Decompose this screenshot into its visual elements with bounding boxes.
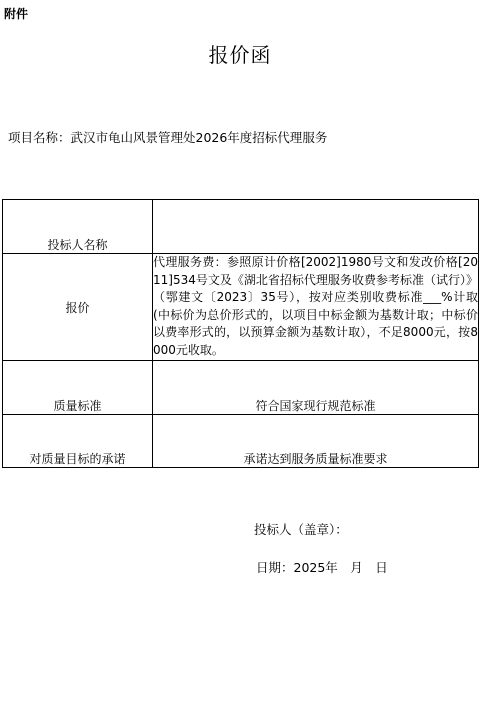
bidder-name-label: 投标人名称 (3, 200, 153, 254)
table-row (3, 254, 479, 361)
bidder-name-value (153, 200, 479, 254)
table-row (3, 415, 479, 468)
attachment-label: 附件 (4, 7, 29, 21)
date-line: 日期：2025年 月 日 (256, 560, 388, 575)
quality-commitment-value: 承诺达到服务质量标准要求 (153, 415, 479, 468)
table-row (3, 361, 479, 415)
table-row (3, 200, 479, 254)
quote-value: 代理服务费：参照原计价格[2002]1980号文和发改价格[2011]534号文及《湖北省招标代理服务收费参考标准（试行）》（鄂建文〔2023〕35号），按对应类别收费标准___%计取(中标价为总价形式的，以项目中标金额为基数计取；中标价以费率形式的，以预算金额为基数计取），不足8000元，按8000元收取。 (153, 254, 479, 361)
quality-standard-label: 质量标准 (3, 361, 153, 415)
quote-label: 报价 (3, 254, 153, 361)
document-title: 报价函 (208, 43, 272, 67)
bidder-signature-line: 投标人（盖章）： (254, 522, 348, 537)
project-name-line: 项目名称：武汉市龟山风景管理处2026年度招标代理服务 (8, 130, 328, 145)
quality-standard-value: 符合国家现行规范标准 (153, 361, 479, 415)
quotation-table (2, 199, 479, 468)
quality-commitment-label: 对质量目标的承诺 (3, 415, 153, 468)
